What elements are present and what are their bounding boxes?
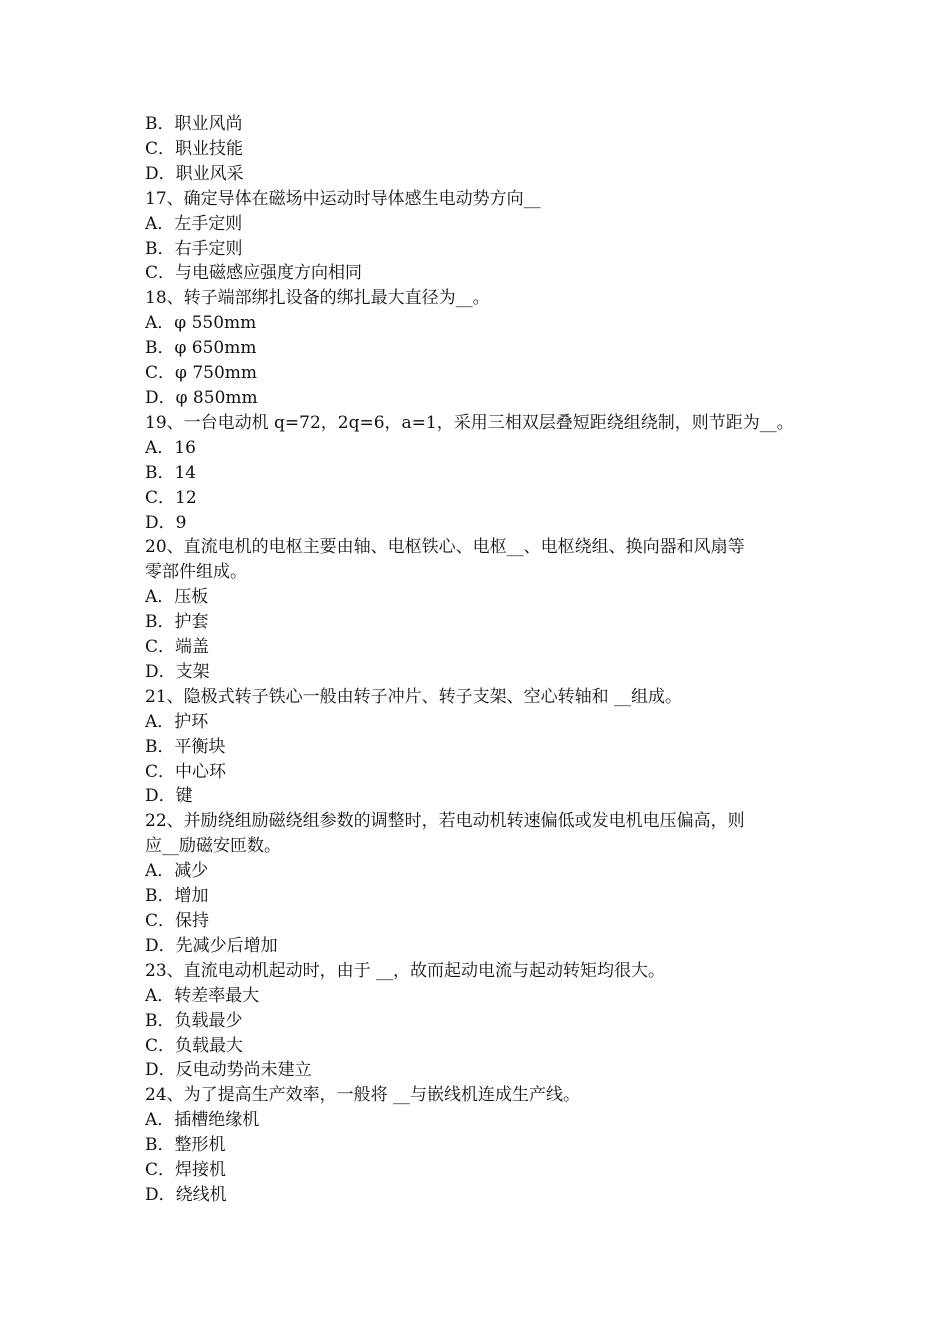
option-b-q22: B．增加 <box>145 886 209 907</box>
option-c-q16: C．职业技能 <box>145 138 244 159</box>
option-a-q20: A．压板 <box>145 587 209 608</box>
question-21: 21、隐极式转子铁心一般由转子冲片、转子支架、空心转轴和 __组成。 <box>145 686 683 707</box>
option-a-q23: A．转差率最大 <box>145 985 260 1006</box>
question-19: 19、一台电动机 q=72，2q=6，a=1，采用三相双层叠短距绕组绕制，则节距为__。 <box>145 412 794 433</box>
option-a-q17: A．左手定则 <box>145 213 243 234</box>
question-18: 18、转子端部绑扎设备的绑扎最大直径为__。 <box>145 288 490 309</box>
option-c-q19: C．12 <box>145 487 197 508</box>
option-b-q23: B．负载最少 <box>145 1010 243 1031</box>
option-b-q24: B．整形机 <box>145 1135 226 1156</box>
option-d-q16: D．职业风采 <box>145 163 244 184</box>
option-b-q20: B．护套 <box>145 612 209 633</box>
option-c-q22: C．保持 <box>145 911 210 931</box>
option-b-q19: B．14 <box>145 462 197 483</box>
option-a-q21: A．护环 <box>145 711 209 732</box>
option-d-q22: D．先减少后增加 <box>145 935 278 956</box>
option-d-q19: D．9 <box>145 512 187 533</box>
option-c-q23: C．负载最大 <box>145 1035 244 1056</box>
option-d-q20: D．支架 <box>145 661 210 682</box>
option-d-q24: D．绕线机 <box>145 1184 227 1205</box>
question-17: 17、确定导体在磁场中运动时导体感生电动势方向__ <box>145 188 541 209</box>
option-a-q22: A．减少 <box>145 861 209 882</box>
option-b-q17: B．右手定则 <box>145 238 243 259</box>
option-c-q18: C．φ 750mm <box>145 363 258 384</box>
option-c-q20: C．端盖 <box>145 637 210 658</box>
option-a-q18: A．φ 550mm <box>145 313 257 334</box>
question-24: 24、为了提高生产效率，一般将 __与嵌线机连成生产线。 <box>145 1085 581 1106</box>
question-23: 23、直流电动机起动时，由于 __，故而起动电流与起动转矩均很大。 <box>145 960 666 981</box>
option-c-q21: C．中心环 <box>145 761 227 782</box>
option-b-q21: B．平衡块 <box>145 736 226 757</box>
option-d-q18: D．φ 850mm <box>145 387 258 408</box>
option-a-q24: A．插槽绝缘机 <box>145 1110 260 1131</box>
option-c-q24: C．焊接机 <box>145 1160 227 1181</box>
option-d-q23: D．反电动势尚未建立 <box>145 1060 312 1081</box>
question-20-line-2: 零部件组成。 <box>145 562 247 583</box>
question-20-line-1: 20、直流电机的电枢主要由轴、电枢铁心、电枢__、电枢绕组、换向器和风扇等 <box>145 537 745 558</box>
option-d-q21: D．键 <box>145 786 193 807</box>
option-c-q17: C．与电磁感应强度方向相同 <box>145 263 363 284</box>
option-b-q16: B．职业风尚 <box>145 114 243 134</box>
question-22-line-1: 22、并励绕组励磁绕组参数的调整时，若电动机转速偏低或发电机电压偏高，则 <box>145 811 745 832</box>
option-a-q19: A．16 <box>145 437 196 458</box>
option-b-q18: B．φ 650mm <box>145 338 257 359</box>
question-list <box>145 112 810 1208</box>
question-22-line-2: 应__励磁安匝数。 <box>145 836 281 857</box>
